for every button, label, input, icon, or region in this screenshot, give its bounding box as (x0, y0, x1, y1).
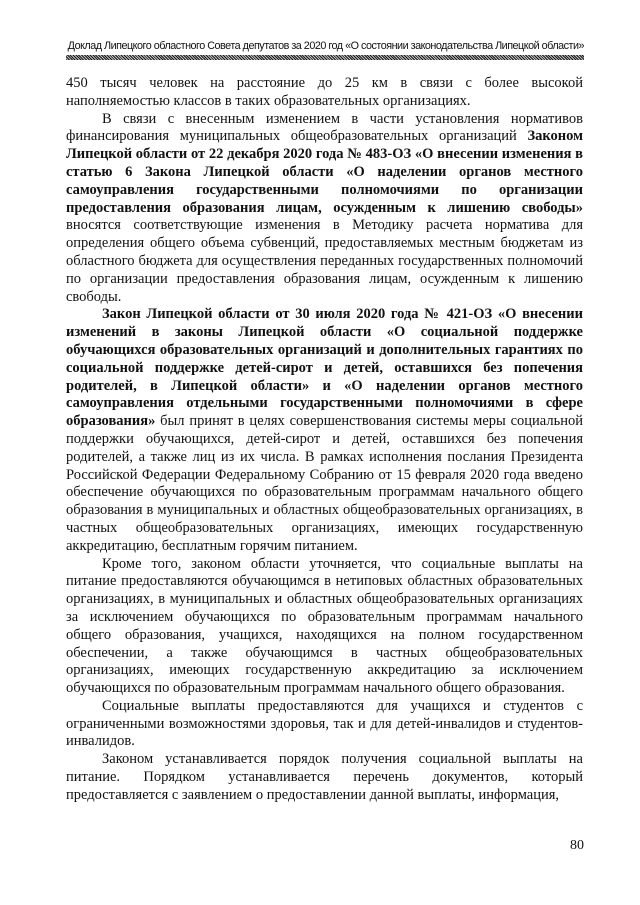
paragraph-payment-procedure: Законом устанавливается порядок получения социальной выплаты на питание. Порядком устанавливается перечень документов, который предоставляется с заявлением о предоставлении данной выплаты, информация, (66, 751, 583, 803)
law-citation: Законом Липецкой области от 22 декабря 2020 года № 483-ОЗ «О внесении изменения в статью 6 Закона Липецкой области «О наделении органов местного самоуправления государственными полномочиями по организации предоставления образования лицам, осужденным к лишению свободы» (66, 128, 583, 216)
page-number: 80 (570, 838, 584, 853)
header-divider (66, 55, 584, 60)
paragraph-law-483 (66, 111, 583, 307)
running-header: Доклад Липецкого областного Совета депутатов за 2020 год «О состоянии законодательства Липецкой области» (67, 40, 584, 52)
paragraph-continuation: 450 тысяч человек на расстояние до 25 км в связи с более высокой наполняемостью классов в таких образовательных организациях. (66, 75, 583, 109)
law-citation: Закон Липецкой области от 30 июля 2020 года № 421-ОЗ «О внесении изменений в законы Липецкой области «О социальной поддержке обучающихся образовательных организаций и дополнительных гарантиях по социальной поддержке детей-сирот и детей, оставшихся без попечения родителей, в Липецкой области» и «О наделении органов местного самоуправления отдельными государственными полномочиями в сфере образования» (66, 306, 583, 430)
paragraph-text: вносятся соответствующие изменения в Методику расчета норматива для определения общего объема субвенций, предоставляемых местным бюджетам из областного бюджета для осуществления переданных государственных полномочий по организации предоставления образования лицам, осужденным к лишению свободы. (66, 217, 583, 305)
paragraph-law-421 (66, 306, 583, 555)
document-body (66, 75, 583, 805)
paragraph-text: В связи с внесенным изменением в части установления нормативов финансирования муниципальных общеобразовательных организаций (66, 110, 583, 145)
paragraph-disabled-students: Социальные выплаты предоставляются для учащихся и студентов с ограниченными возможностями здоровья, так и для детей-инвалидов и студентов-инвалидов. (66, 697, 583, 750)
paragraph-social-payments: Кроме того, законом области уточняется, что социальные выплаты на питание предоставляются обучающимся в нетиповых областных образовательных организациях, в муниципальных и областных общеобразовательных организациях за исключением обучающихся по образовательным программам начального общего образования, учащихся, находящихся на полном государственном обеспечении, а также обучающимся в частных общеобразовательных организациях, имеющих государственную аккредитацию за исключением обучающихся по образовательным программам начального общего образования. (66, 555, 583, 697)
paragraph-text: был принят в целях совершенствования системы меры социальной поддержки обучающихся, детей-сирот и детей, оставшихся без попечения родителей, а также лиц из их числа. В рамках исполнения послания Президента Российской Федерации Федеральному Собранию от 15 февраля 2020 года введено обеспечение обучающихся по образовательным программам начального общего образования в муниципальных и областных общеобразовательных организациях, в частных общеобразовательных организациях, имеющих государственную аккредитацию, бесплатным горячим питанием. (66, 413, 583, 554)
